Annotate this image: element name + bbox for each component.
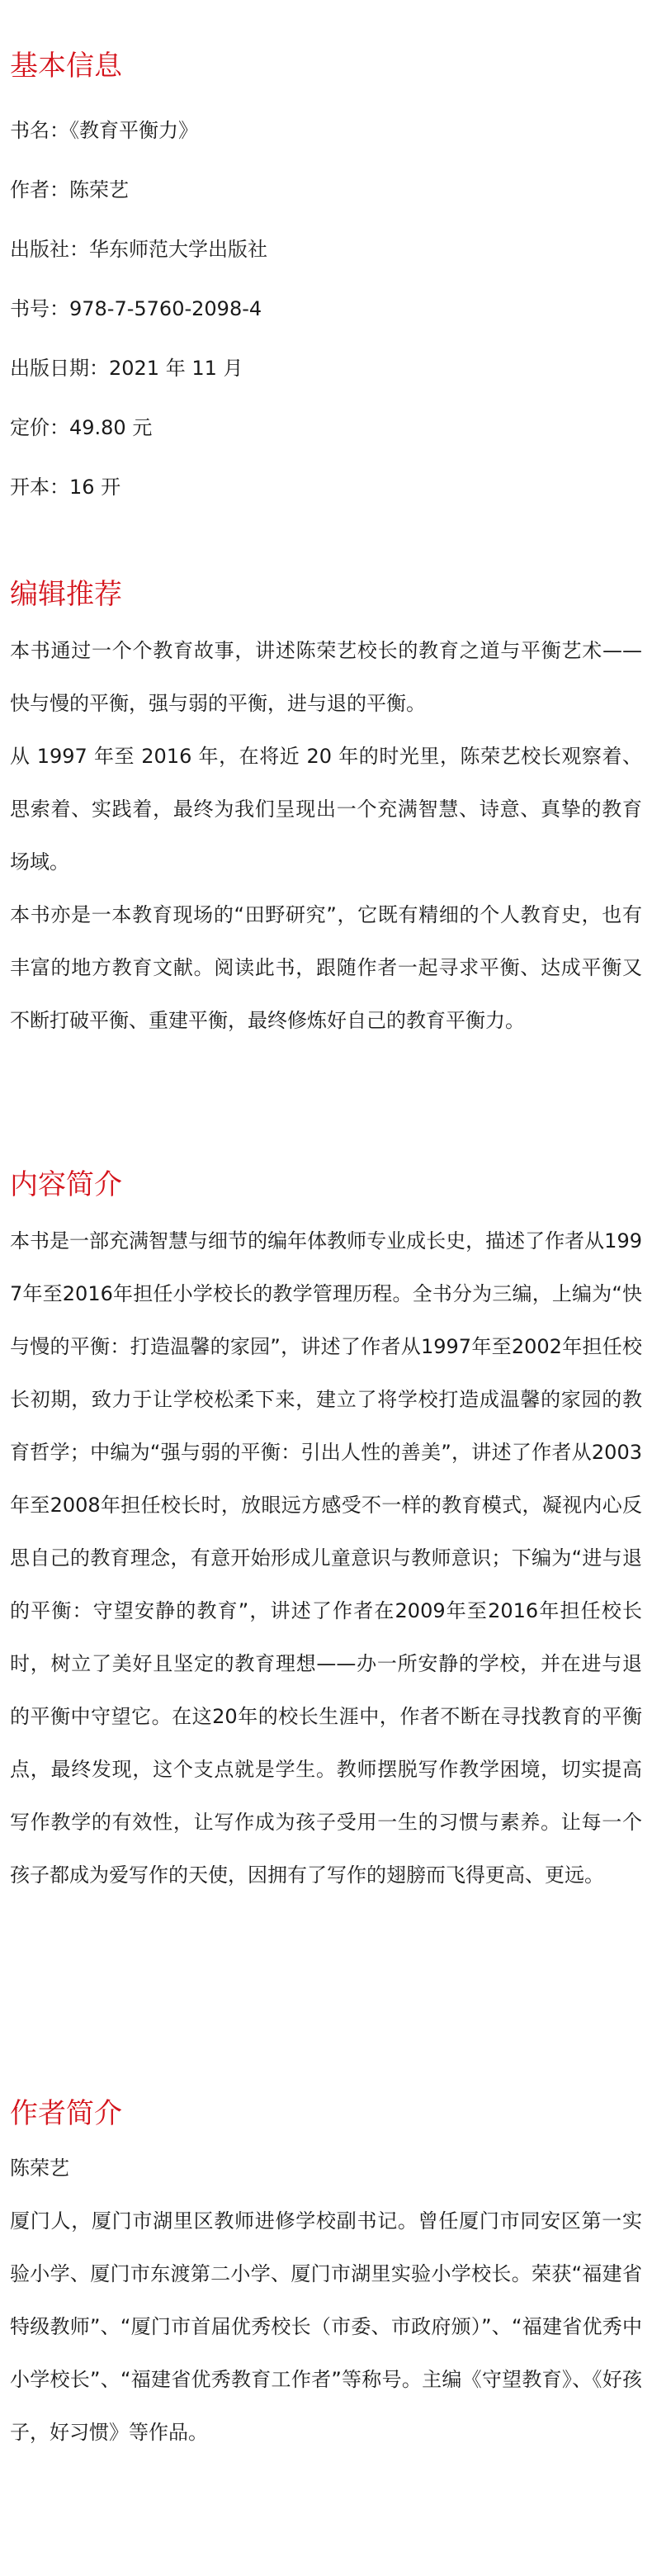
author-intro-section <box>10 2097 642 2459</box>
editor-recommend-heading: 编辑推荐 <box>10 578 122 611</box>
book-title-line: 书名：《教育平衡力》 <box>10 119 198 142</box>
format-line: 开本：16 开 <box>10 476 121 499</box>
basic-info-section <box>10 50 642 517</box>
content-summary-section <box>10 1168 642 1901</box>
author-name: 陈荣艺 <box>10 2157 69 2180</box>
basic-info-heading: 基本信息 <box>10 50 122 83</box>
price-line: 定价：49.80 元 <box>10 416 153 439</box>
author-intro-paragraph: 厦门人，厦门市湖里区教师进修学校副书记。曾任厦门市同安区第一实验小学、厦门市东渡第二小学、厦门市湖里实验小学校长。荣获“福建省特级教师”、“厦门市首届优秀校长（市委、市政府颁）”、“福建省优秀中小学校长”、“福建省优秀教育工作者”等称号。主编《守望教育》、《好孩子，好习惯》等作品。 <box>10 2209 642 2444</box>
publisher-line: 出版社：华东师范大学出版社 <box>10 238 267 261</box>
content-summary-heading: 内容简介 <box>10 1168 122 1201</box>
publish-date-line: 出版日期：2021 年 11 月 <box>10 357 243 380</box>
editor-recommend-section <box>10 578 642 1047</box>
author-intro-heading: 作者简介 <box>10 2097 122 2130</box>
recommend-paragraph: 从 1997 年至 2016 年，在将近 20 年的时光里，陈荣艺校长观察着、思索着、实践着，最终为我们呈现出一个充满智慧、诗意、真挚的教育场域。 <box>10 745 642 874</box>
author-line: 作者：陈荣艺 <box>10 178 129 201</box>
recommend-paragraph: 本书通过一个个教育故事，讲述陈荣艺校长的教育之道与平衡艺术——快与慢的平衡，强与弱的平衡，进与退的平衡。 <box>10 639 642 715</box>
isbn-line: 书号：978-7-5760-2098-4 <box>10 297 262 320</box>
content-summary-paragraph: 本书是一部充满智慧与细节的编年体教师专业成长史，描述了作者从1997年至2016年担任小学校长的教学管理历程。全书分为三编，上编为“快与慢的平衡：打造温馨的家园”，讲述了作者从1997年至2002年担任校长初期，致力于让学校松柔下来，建立了将学校打造成温馨的家园的教育哲学；中编为“强与弱的平衡：引出人性的善美”，讲述了作者从2003年至2008年担任校长时，放眼远方感受不一样的教育模式，凝视内心反思自己的教育理念，有意开始形成儿童意识与教师意识；下编为“进与退的平衡：守望安静的教育”，讲述了作者在2009年至2016年担任校长时，树立了美好且坚定的教育理想——办一所安静的学校，并在进与退的平衡中守望它。在这20年的校长生涯中，作者不断在寻找教育的平衡点，最终发现，这个支点就是学生。教师摆脱写作教学困境，切实提高写作教学的有效性，让写作成为孩子受用一生的习惯与素养。让每一个孩子都成为爱写作的天使，因拥有了写作的翅膀而飞得更高、更远。 <box>10 1229 642 1887</box>
recommend-paragraph: 本书亦是一本教育现场的“田野研究”，它既有精细的个人教育史，也有丰富的地方教育文献。阅读此书，跟随作者一起寻求平衡、达成平衡又不断打破平衡、重建平衡，最终修炼好自己的教育平衡力。 <box>10 903 642 1032</box>
